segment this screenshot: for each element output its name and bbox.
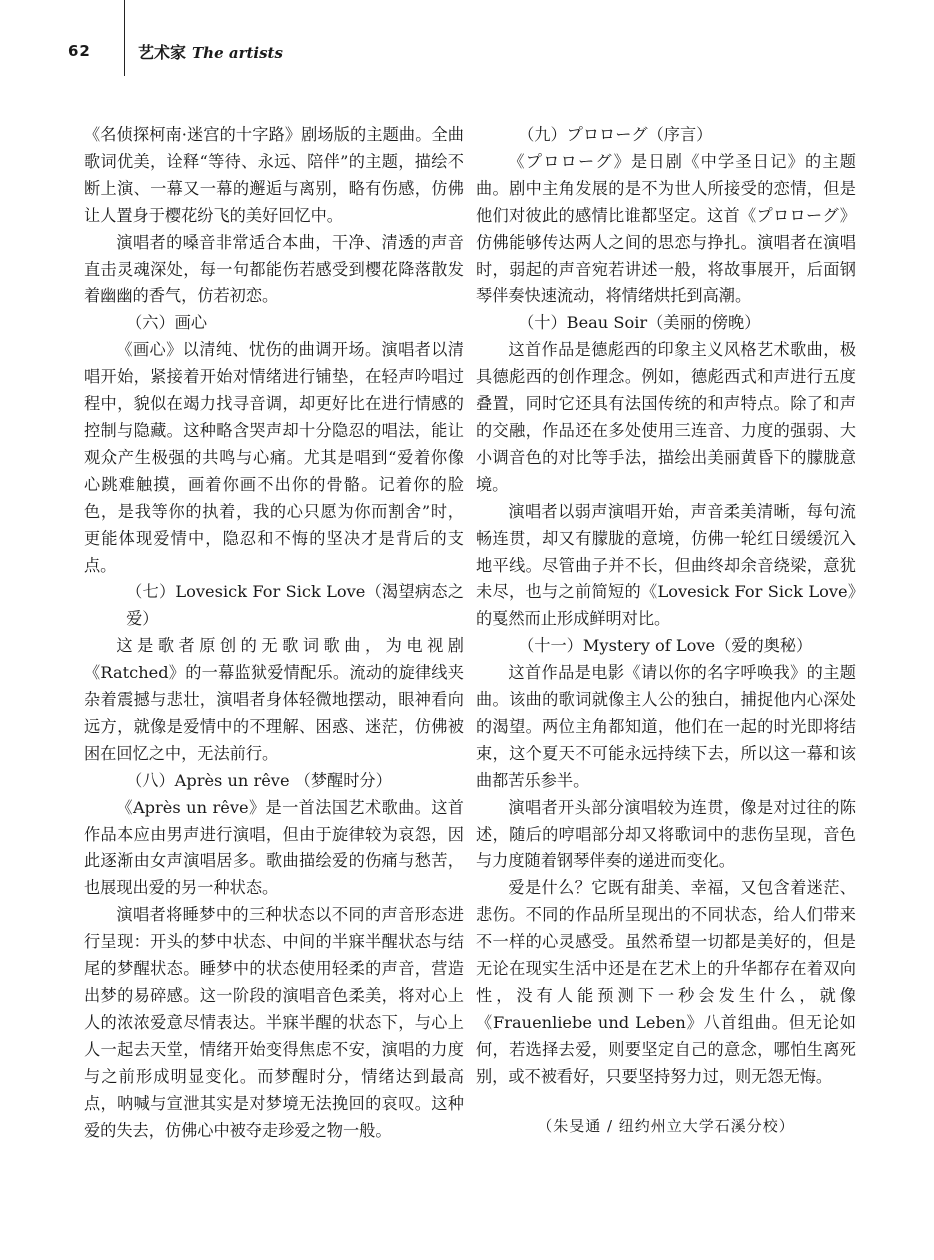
- paragraph-intro-2: 演唱者的嗓音非常适合本曲，干净、清透的声音直击灵魂深处，每一句都能伤若感受到樱花降落散发着幽幽的香气，仿若初恋。: [84, 232, 464, 306]
- left-column: [84, 122, 464, 1144]
- section-heading-10: （十）Beau Soir（美丽的傍晚）: [518, 313, 761, 333]
- paragraph-intro-1: 《名侦探柯南·迷宫的十字路》剧场版的主题曲。全曲歌词优美，诠释“等待、永远、陪伴”的主题，描绘不断上演、一幕又一幕的邂逅与离别，略有伤感，仿佛让人置身于樱花纷飞的美好回忆中。: [84, 125, 464, 225]
- paragraph-conclusion: 爱是什么？它既有甜美、幸福，又包含着迷茫、悲伤。不同的作品所呈现出的不同状态，给人们带来不一样的心灵感受。虽然希望一切都是美好的，但是无论在现实生活中还是在艺术上的升华都存在着双向性，没有人能预测下一秒会发生什么，就像《Frauenliebe und Leben》八首组曲。但无论如何，若选择去爱，则要坚定自己的意念，哪怕生离死别，或不被看好，只要坚持努力过，则无怨无悔。: [476, 878, 856, 1086]
- section-heading-9: （九）プロローグ（序言）: [518, 125, 713, 144]
- paragraph-s10-1: 这首作品是德彪西的印象主义风格艺术歌曲，极具德彪西的创作理念。例如，德彪西式和声进行五度叠置，同时它还具有法国传统的和声特点。除了和声的交融，作品还在多处使用三连音、力度的强弱、大小调音色的对比等手法，描绘出美丽黄昏下的朦胧意境。: [476, 340, 856, 494]
- paragraph-s9-1: 《プロローグ》是日剧《中学圣日记》的主题曲。剧中主角发展的是不为世人所接受的恋情，但是他们对彼此的感情比谁都坚定。这首《プロローグ》仿佛能够传达两人之间的思恋与挣扎。演唱者在演唱时，弱起的声音宛若讲述一般，将故事展开，后面钢琴伴奏快速流动，将情绪烘托到高潮。: [476, 151, 856, 306]
- page-header: [0, 0, 934, 80]
- header-divider: [124, 0, 125, 76]
- page-number: 62: [68, 42, 91, 60]
- paragraph-s11-1: 这首作品是电影《请以你的名字呼唤我》的主题曲。该曲的歌词就像主人公的独白，捕捉他内心深处的渴望。两位主角都知道，他们在一起的时光即将结束，这个夏天不可能永远持续下去，所以这一幕和该曲都苦乐参半。: [476, 663, 856, 790]
- paragraph-s7-1: 这是歌者原创的无歌词歌曲，为电视剧《Ratched》的一幕监狱爱情配乐。流动的旋律线夹杂着震撼与悲壮，演唱者身体轻微地摆动，眼神看向远方，就像是爱情中的不理解、困惑、迷茫，仿佛被困在回忆之中，无法前行。: [84, 636, 464, 763]
- magazine-title-cn: 艺术家: [138, 43, 187, 62]
- paragraph-s8-1: 《Après un rêve》是一首法国艺术歌曲。这首作品本应由男声进行演唱，但由于旋律较为哀怨，因此逐渐由女声演唱居多。歌曲描绘爱的伤痛与愁苦，也展现出爱的另一种状态。: [84, 797, 464, 898]
- magazine-title-en: The artists: [192, 44, 283, 62]
- magazine-title: [138, 40, 283, 63]
- paragraph-s8-2: 演唱者将睡梦中的三种状态以不同的声音形态进行呈现：开头的梦中状态、中间的半寐半醒状态与结尾的梦醒状态。睡梦中的状态使用轻柔的声音，营造出梦的易碎感。这一阶段的演唱音色柔美，将对心上人的浓浓爱意尽情表达。半寐半醒的状态下，与心上人一起去天堂，情绪开始变得焦虑不安，演唱的力度与之前形成明显变化。而梦醒时分，情绪达到最高点，呐喊与宣泄其实是对梦境无法挽回的哀叹。这种爱的失去，仿佛心中被夺走珍爱之物一般。: [84, 905, 464, 1140]
- author-signature: （朱旻通 / 纽约州立大学石溪分校）: [537, 1116, 795, 1135]
- section-heading-6: （六）画心: [126, 313, 208, 333]
- section-heading-8: （八）Après un rêve （梦醒时分）: [126, 770, 392, 790]
- right-column: [476, 122, 856, 1140]
- paragraph-s10-2: 演唱者以弱声演唱开始，声音柔美清晰，每句流畅连贯，却又有朦胧的意境，仿佛一轮红日缓缓沉入地平线。尽管曲子并不长，但曲终却余音绕梁，意犹未尽，也与之前简短的《Lovesick For Sick Love》的戛然而止形成鲜明对比。: [476, 501, 856, 629]
- section-heading-7: （七）Lovesick For Sick Love（渴望病态之爱）: [126, 582, 464, 629]
- paragraph-s6-1: 《画心》以清纯、忧伤的曲调开场。演唱者以清唱开始，紧接着开始对情绪进行铺垫，在轻声吟唱过程中，貌似在竭力找寻音调，却更好比在进行情感的控制与隐藏。这种略含哭声却十分隐忍的唱法，能让观众产生极强的共鸣与心痛。尤其是唱到“爱着你像心跳难触摸，画着你画不出你的骨骼。记着你的脸色，是我等你的执着，我的心只愿为你而割舍”时，更能体现爱情中，隐忍和不悔的坚决才是背后的支点。: [84, 340, 464, 575]
- section-heading-11: （十一）Mystery of Love（爱的奥秘）: [518, 636, 813, 656]
- paragraph-s11-2: 演唱者开头部分演唱较为连贯，像是对过往的陈述，随后的哼唱部分却又将歌词中的悲伤呈现，音色与力度随着钢琴伴奏的递进而变化。: [476, 797, 856, 871]
